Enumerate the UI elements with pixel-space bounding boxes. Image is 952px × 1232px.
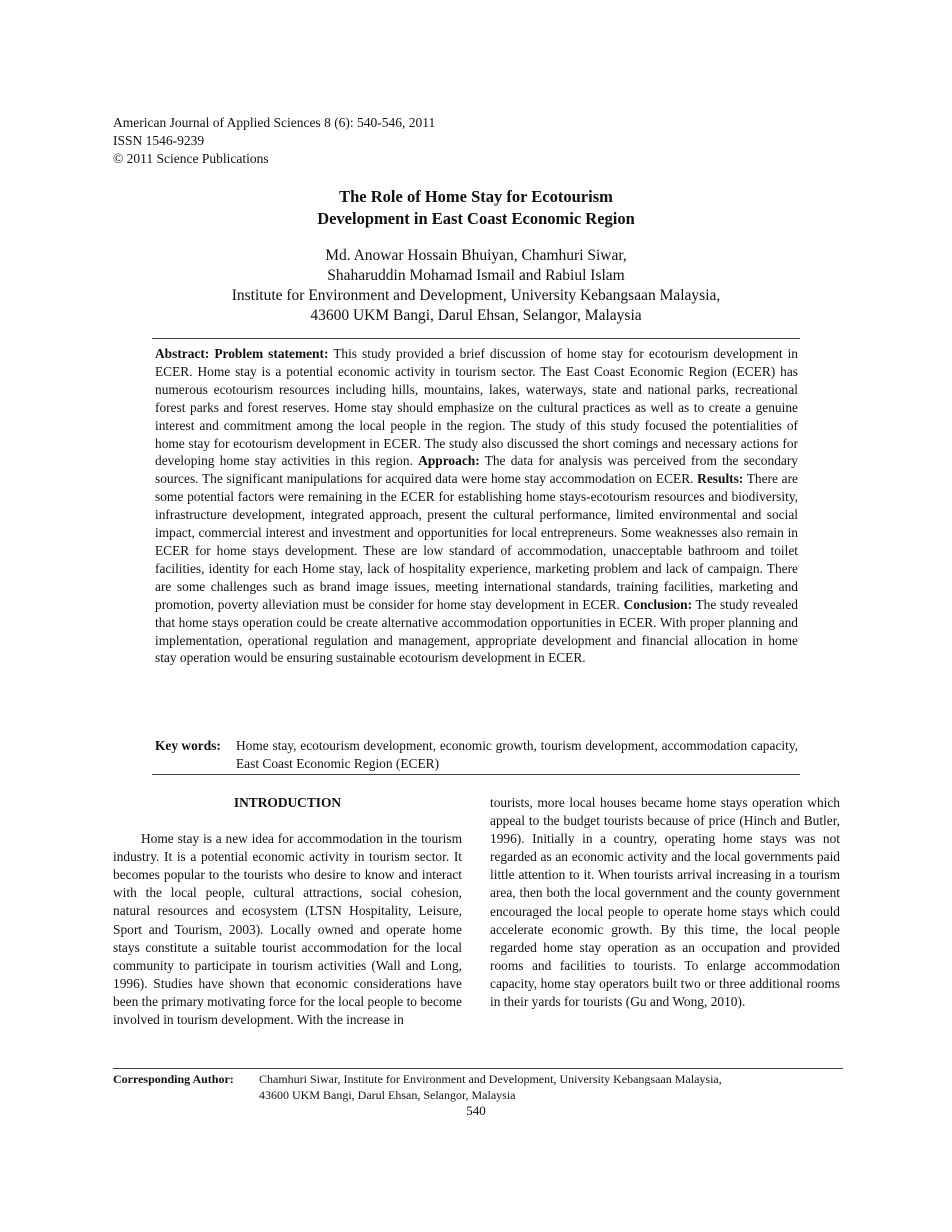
conclusion-text: The study revealed that home stays operation could be create alternative accommodation opportunities in ECER. With proper planning and implementation, operational regulation and management, appropriate development and financial allocation in home stay operation would be ensuring sustainable ecotourism development in ECER.	[155, 596, 798, 666]
journal-header	[113, 114, 435, 168]
abstract	[155, 345, 798, 667]
corresponding-author-line-2: 43600 UKM Bangi, Darul Ehsan, Selangor, Malaysia	[259, 1088, 516, 1102]
problem-statement-label: Problem statement:	[214, 346, 329, 361]
paper-title	[0, 186, 952, 230]
journal-citation: American Journal of Applied Sciences 8 (6): 540-546, 2011	[113, 115, 436, 130]
author-block	[0, 246, 952, 326]
keywords	[155, 737, 798, 773]
problem-statement-text: This study provided a brief discussion of home stay for ecotourism development in ECER. Home stay is a potential economic activity in tourism sector. The East Coast Economic Region (ECER) has numerous ecotourism resources including hills, mountains, lakes, waterways, state and national parks, recreational forest parks and forest reserves. Home stay should emphasize on the cultural practices as well as to create a genuine interest and commitment among the local people in the region. The study of this study focused the potentialities of home stay for ecotourism development in ECER. The study also discussed the short comings and necessary actions for developing home stay activities in this region.	[155, 346, 799, 469]
conclusion-label: Conclusion:	[623, 596, 693, 612]
keywords-text: Home stay, ecotourism development, economic growth, tourism development, accommodation capacity, East Coast Economic Region (ECER)	[236, 738, 798, 771]
keywords-label: Key words:	[155, 738, 221, 753]
intro-paragraph-right: tourists, more local houses became home stays operation which appeal to the budget tourists because of price (Hinch and Butler, 1996). Initially in a country, operating home stays was not regarded as an economic activity and the local governments paid little attention to it. When tourists arrival increasing in a tourism area, then both the local government and the county government encouraged the local people to operate home stays which could accelerate economic growth. By this time, the local people regarded home stay operation as an occupation and provided rooms and facilities to tourists. To enlarge accommodation capacity, home stay operators built two or three additional rooms in their yards for tourists (Gu and Wong, 2010).	[490, 795, 840, 1010]
results-label: Results:	[697, 471, 744, 487]
journal-issn: ISSN 1546-9239	[113, 133, 205, 148]
corresponding-author-label: Corresponding Author:	[113, 1072, 234, 1086]
abstract-top-rule	[152, 338, 800, 339]
journal-copyright: © 2011 Science Publications	[113, 151, 269, 166]
affiliation-line-2: 43600 UKM Bangi, Darul Ehsan, Selangor, Malaysia	[310, 307, 642, 324]
authors-line-1: Md. Anowar Hossain Bhuiyan, Chamhuri Siwar,	[325, 247, 627, 264]
results-text: There are some potential factors were remaining in the ECER for establishing home stays-ecotourism resources and biodiversity, infrastructure development, integrated approach, present the cultural performance, limited environmental and social impact, commercial interest and investment and opportunities for local entrepreneurs. Some weaknesses also remain in ECER for home stays development. These are low standard of accommodation, unacceptable bathroom and toilet facilities, identity for each Home stay, lack of hospitality experience, marketing problem and lack of campaign. There are some challenges such as brand image issues, meeting international standards, training facilities, marketing and promotion, poverty alleviation must be consider for home stay development in ECER.	[155, 471, 798, 612]
paper-title-line-1: The Role of Home Stay for Ecotourism	[339, 187, 613, 206]
body-left-column	[113, 794, 462, 1029]
keywords-bottom-rule	[152, 774, 800, 775]
page-number: 540	[466, 1103, 486, 1118]
paper-title-line-2: Development in East Coast Economic Region	[317, 209, 635, 228]
footer-rule	[113, 1068, 843, 1069]
authors-line-2: Shaharuddin Mohamad Ismail and Rabiul Islam	[327, 267, 625, 284]
corresponding-author	[113, 1071, 833, 1103]
affiliation-line-1: Institute for Environment and Development, University Kebangsaan Malaysia,	[231, 287, 721, 304]
body-right-column	[490, 794, 840, 1011]
abstract-label: Abstract:	[155, 346, 210, 361]
approach-label: Approach:	[418, 453, 480, 469]
section-heading-introduction: INTRODUCTION	[233, 795, 342, 810]
approach-text: The data for analysis was perceived from the secondary sources. The significant manipulations for acquired data were home stay accommodation on ECER.	[155, 453, 798, 487]
intro-paragraph-left: Home stay is a new idea for accommodation in the tourism industry. It is a potential economic activity in tourism sector. It becomes popular to the tourists who desire to know and interact with the local people, cultural attractions, social cohesion, natural resources and ecosystem (LTSN Hospitality, Leisure, Sport and Tourism, 2003). Locally owned and operate home stays constitute a suitable tourist accommodation for the local community to participate in tourism activities (Wall and Long, 1996). Studies have shown that economic considerations have been the primary motivating force for the local people to become involved in tourism development. With the increase in	[113, 831, 462, 1028]
corresponding-author-line-1: Chamhuri Siwar, Institute for Environment and Development, University Kebangsaan Malaysia,	[259, 1072, 722, 1086]
